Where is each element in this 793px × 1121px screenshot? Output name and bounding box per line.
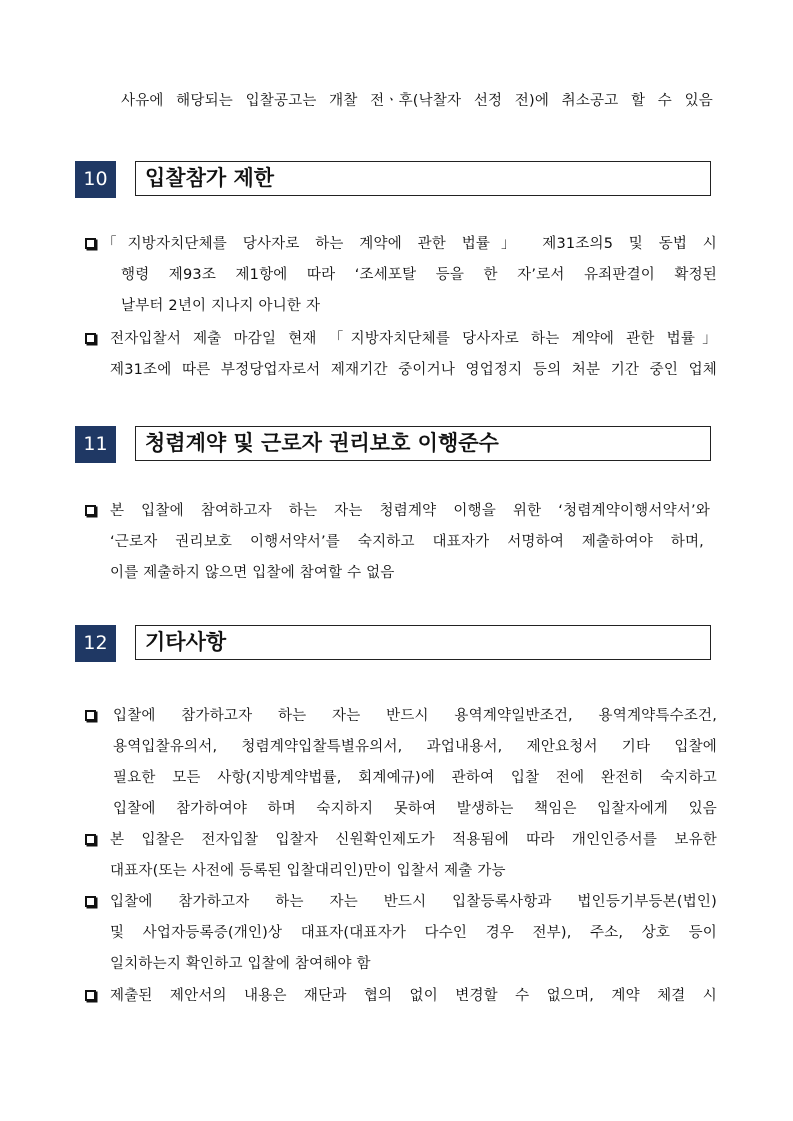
checkbox-bullet-icon (85, 990, 96, 1001)
continuation-text: 사유에 해당되는 입찰공고는 개찰 전ㆍ후(낙찰자 선정 전)에 취소공고 할 수 있음 (121, 93, 713, 109)
list-item-line: 행령 제93조 제1항에 따라 ‘조세포탈 등을 한 자’로서 유죄판결이 확정된 (121, 267, 717, 283)
list-item-line: 본 입찰은 전자입찰 입찰자 신원확인제도가 적용됨에 따라 개인인증서를 보유한 (110, 832, 717, 848)
list-item-line: ‘근로자 권리보호 이행서약서’를 숙지하고 대표자가 서명하여 제출하여야 하며, (110, 534, 704, 550)
section-number: 11 (75, 426, 116, 463)
checkbox-bullet-icon (85, 333, 96, 344)
list-item-line: 전자입찰서 제출 마감일 현재 「지방자치단체를 당사자로 하는 계약에 관한 법률」 (110, 331, 717, 347)
list-item-line: 「지방자치단체를 당사자로 하는 계약에 관한 법률」 제31조의5 및 동법 시 (102, 236, 717, 252)
checkbox-bullet-icon (85, 238, 96, 249)
section-title: 청렴계약 및 근로자 권리보호 이행준수 (145, 431, 499, 455)
list-item-line: 대표자(또는 사전에 등록된 입찰대리인)만이 입찰서 제출 가능 (110, 863, 506, 879)
checkbox-bullet-icon (85, 834, 96, 845)
section-number: 10 (75, 161, 116, 198)
list-item-line: 입찰에 참가하고자 하는 자는 반드시 용역계약일반조건, 용역계약특수조건, (113, 708, 717, 724)
list-item-line: 용역입찰유의서, 청렴계약입찰특별유의서, 과업내용서, 제안요청서 기타 입찰에 (113, 739, 717, 755)
section-title: 기타사항 (145, 630, 227, 654)
list-item-line: 제출된 제안서의 내용은 재단과 협의 없이 변경할 수 없으며, 계약 체결 시 (110, 988, 717, 1004)
list-item-line: 이를 제출하지 않으면 입찰에 참여할 수 없음 (110, 565, 395, 581)
list-item-line: 일치하는지 확인하고 입찰에 참여해야 함 (110, 956, 371, 972)
section-header (135, 625, 711, 660)
checkbox-bullet-icon (85, 505, 96, 516)
section-title: 입찰참가 제한 (145, 166, 275, 190)
list-item-line: 입찰에 참가하고자 하는 자는 반드시 입찰등록사항과 법인등기부등본(법인) (110, 894, 717, 910)
list-item-line: 필요한 모든 사항(지방계약법률, 회계예규)에 관하여 입찰 전에 완전히 숙지하고 (113, 770, 717, 786)
list-item-line: 및 사업자등록증(개인)상 대표자(대표자가 다수인 경우 전부), 주소, 상호 등이 (110, 925, 717, 941)
list-item-line: 날부터 2년이 지나지 아니한 자 (121, 298, 321, 314)
list-item-line: 제31조에 따른 부정당업자로서 제재기간 중이거나 영업정지 등의 처분 기간 중인 업체 (110, 362, 717, 378)
section-header (135, 161, 711, 196)
checkbox-bullet-icon (85, 710, 96, 721)
list-item-line: 입찰에 참가하여야 하며 숙지하지 못하여 발생하는 책임은 입찰자에게 있음 (113, 801, 717, 817)
section-number: 12 (75, 625, 116, 662)
list-item-line: 본 입찰에 참여하고자 하는 자는 청렴계약 이행을 위한 ‘청렴계약이행서약서’와 (110, 503, 710, 519)
section-header (135, 426, 711, 461)
checkbox-bullet-icon (85, 896, 96, 907)
